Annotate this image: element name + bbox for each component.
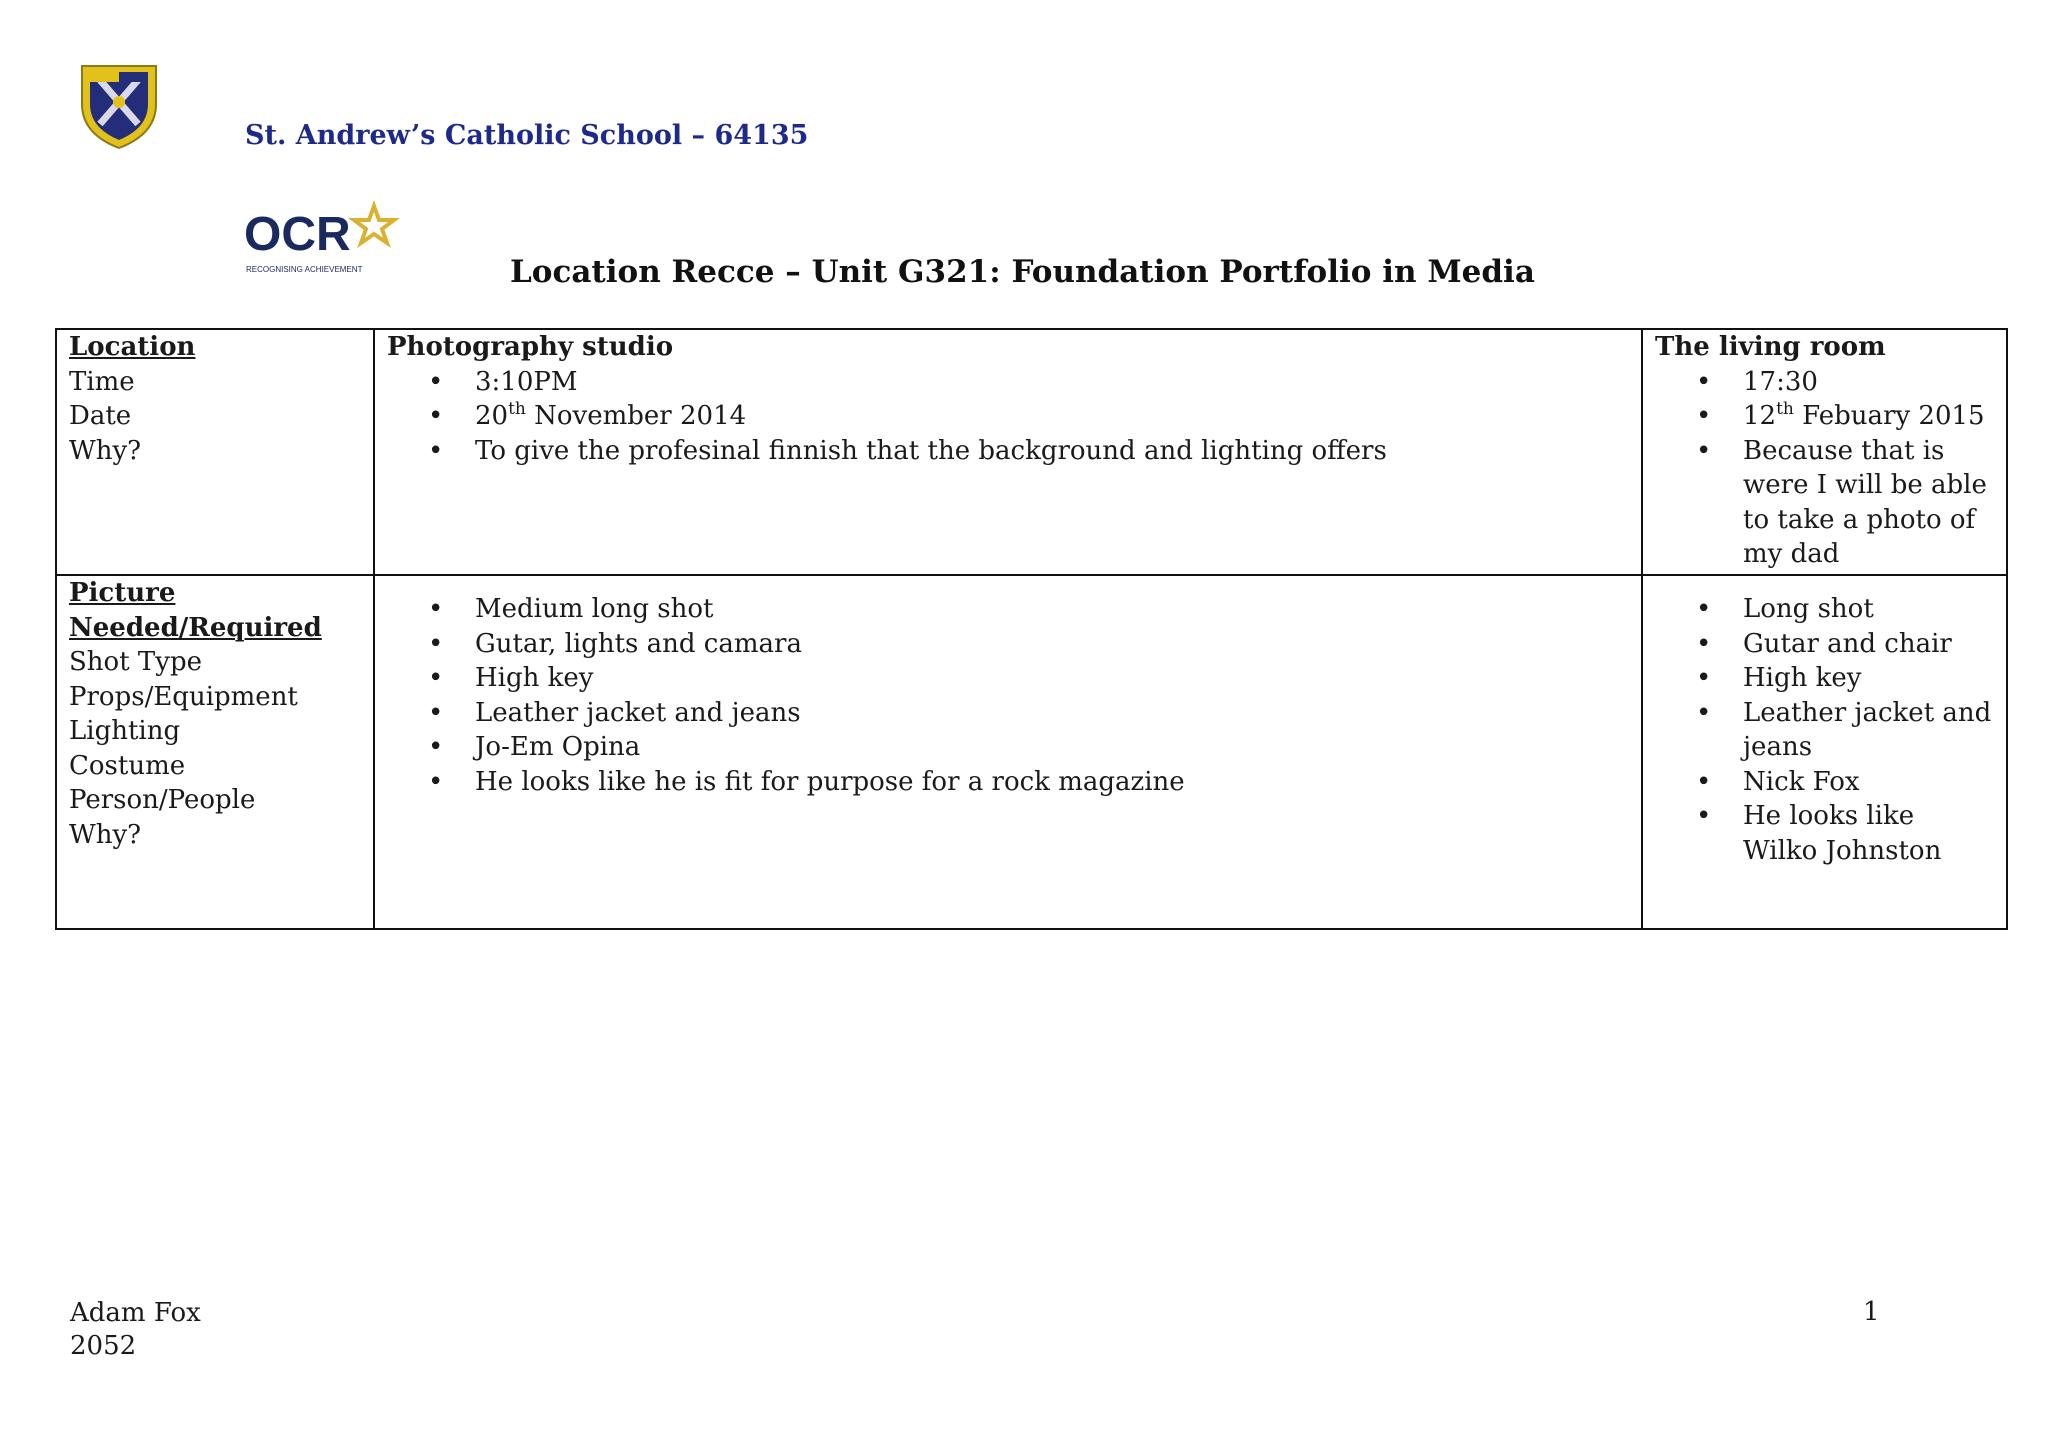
- footer-author: [70, 1297, 201, 1363]
- row-label: Shot Type: [69, 647, 202, 677]
- row-label: Lighting: [69, 716, 181, 746]
- bullet-list: [387, 592, 1629, 799]
- page-number: 1: [1863, 1297, 1880, 1327]
- row-header: Picture: [69, 578, 176, 608]
- details-cell: [374, 575, 1642, 929]
- bullet-list: [1655, 592, 1994, 868]
- list-item: • High key: [1743, 661, 1994, 696]
- bullet-list: [387, 365, 1629, 469]
- row-label: Date: [69, 401, 132, 431]
- row-label: Why?: [69, 435, 142, 466]
- list-item: • Gutar and chair: [1743, 627, 1994, 662]
- location-recce-table: [55, 328, 2008, 930]
- list-item: • Because that is were I will be able to take a photo of my dad: [1743, 434, 1994, 572]
- list-item: • 3:10PM: [475, 365, 1629, 400]
- candidate-number: 2052: [70, 1331, 137, 1361]
- list-item: • 20th November 2014: [475, 399, 1629, 434]
- list-item: • Leather jacket and jeans: [475, 696, 1629, 731]
- row-label-cell: [56, 575, 374, 929]
- list-item: • Nick Fox: [1743, 765, 1994, 800]
- location-cell: [374, 329, 1642, 575]
- svg-text:OCR: OCR: [244, 208, 351, 261]
- location-cell: [1642, 329, 2007, 575]
- page-title: Location Recce – Unit G321: Foundation Portfolio in Media: [510, 254, 1535, 290]
- list-item: • To give the profesinal finnish that the background and lighting offers: [475, 434, 1629, 469]
- list-item: • Gutar, lights and camara: [475, 627, 1629, 662]
- row-label: Time: [69, 366, 135, 397]
- row-label: Why?: [69, 819, 142, 850]
- table-row: [56, 329, 2007, 575]
- school-name: St. Andrew’s Catholic School – 64135: [245, 120, 809, 151]
- row-header: Needed/Required: [69, 612, 322, 643]
- row-label-cell: [56, 329, 374, 575]
- list-item: • High key: [475, 661, 1629, 696]
- list-item: • He looks like he is fit for purpose for a rock magazine: [475, 765, 1629, 800]
- list-item: • Leather jacket and jeans: [1743, 696, 1994, 765]
- list-item: • Jo-Em Opina: [475, 730, 1629, 765]
- ocr-logo: [242, 200, 410, 282]
- location-title: The living room: [1655, 332, 1886, 362]
- table-row: [56, 575, 2007, 929]
- row-header: Location: [69, 332, 196, 362]
- list-item: • 17:30: [1743, 365, 1994, 400]
- row-label: Costume: [69, 750, 186, 781]
- list-item: • Long shot: [1743, 592, 1994, 627]
- school-crest-logo: [76, 58, 162, 150]
- location-title: Photography studio: [387, 332, 674, 362]
- list-item: • Medium long shot: [475, 592, 1629, 627]
- svg-text:RECOGNISING ACHIEVEMENT: RECOGNISING ACHIEVEMENT: [246, 265, 363, 274]
- bullet-list: [1655, 365, 1994, 572]
- list-item: • 12th Febuary 2015: [1743, 399, 1994, 434]
- author-name: Adam Fox: [70, 1298, 201, 1328]
- row-label: Props/Equipment: [69, 681, 298, 712]
- row-label: Person/People: [69, 785, 256, 815]
- list-item: • He looks like Wilko Johnston: [1743, 799, 1994, 868]
- details-cell: [1642, 575, 2007, 929]
